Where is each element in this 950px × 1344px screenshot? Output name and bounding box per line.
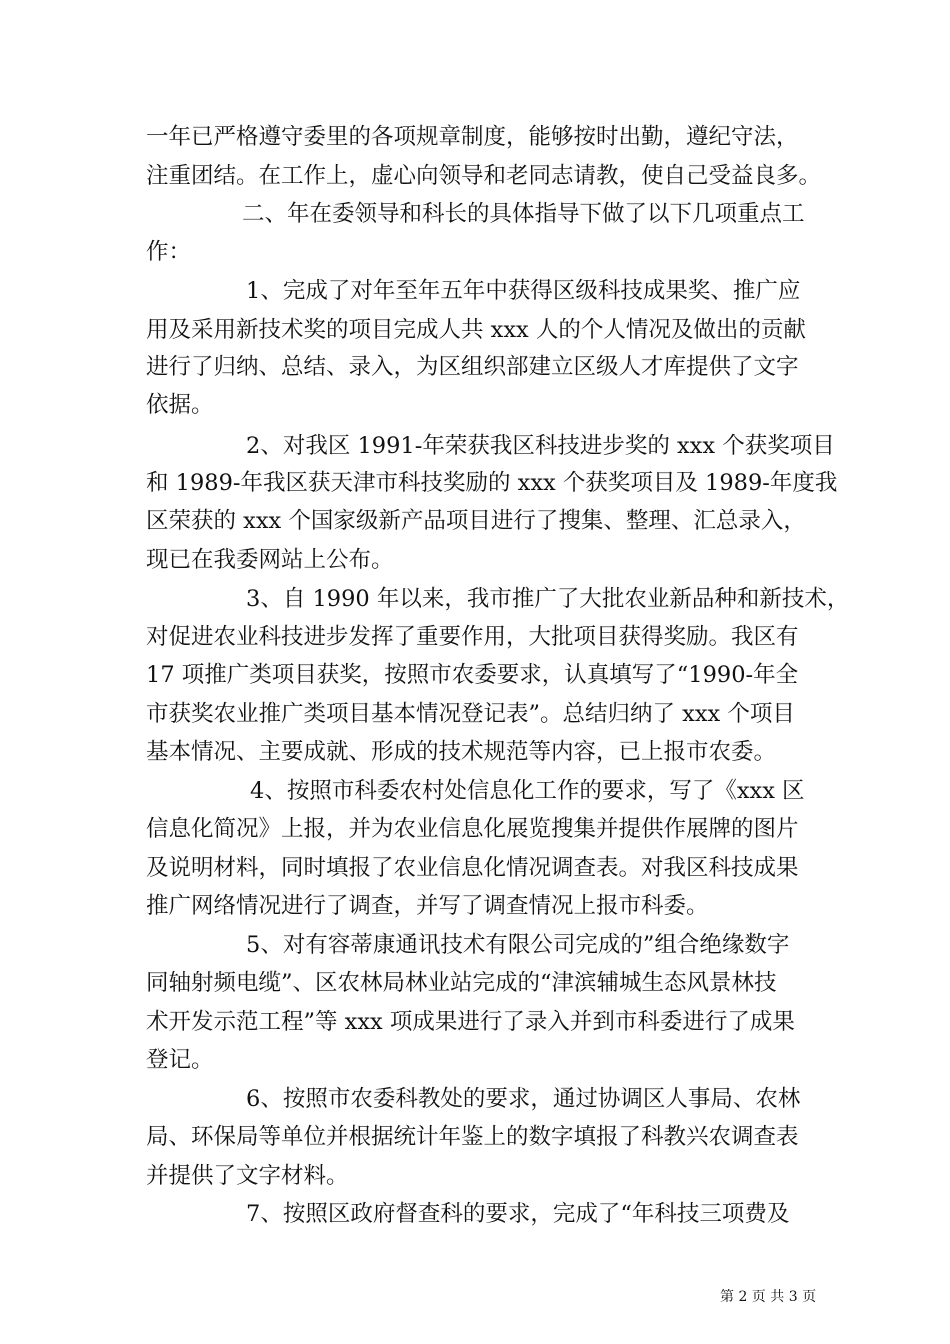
text-line: 局、环保局等单位并根据统计年鉴上的数字填报了科教兴农调查表 bbox=[146, 1124, 799, 1150]
text-line: 进行了归纳、总结、录入，为区组织部建立区级人才库提供了文字 bbox=[146, 354, 799, 380]
text-line: 5、对有容蒂康通讯技术有限公司完成的”组合绝缘数字 bbox=[246, 932, 790, 958]
text-line: 基本情况、主要成就、形成的技术规范等内容，已上报市农委。 bbox=[146, 739, 777, 765]
text-line: 注重团结。在工作上，虚心向领导和老同志请教，使自己受益良多。 bbox=[146, 163, 822, 189]
text-line: 同轴射频电缆”、区农林局林业站完成的“津滨辅城生态风景林技 bbox=[146, 970, 777, 996]
text-line: 依据。 bbox=[146, 392, 214, 418]
text-line: 登记。 bbox=[146, 1047, 214, 1073]
text-line: 7、按照区政府督查科的要求，完成了“年科技三项费及 bbox=[246, 1201, 790, 1227]
text-line: 并提供了文字材料。 bbox=[146, 1163, 349, 1189]
text-line: 作： bbox=[146, 239, 192, 265]
text-line: 二、年在委领导和科长的具体指导下做了以下几项重点工 bbox=[242, 201, 805, 227]
text-line: 术开发示范工程”等 xxx 项成果进行了录入并到市科委进行了成果 bbox=[146, 1009, 795, 1035]
text-line: 对促进农业科技进步发挥了重要作用，大批项目获得奖励。我区有 bbox=[146, 624, 799, 650]
text-line: 市获奖农业推广类项目基本情况登记表”。总结归纳了 xxx 个项目 bbox=[146, 701, 795, 727]
text-line: 17 项推广类项目获奖，按照市农委要求，认真填写了“1990-年全 bbox=[146, 662, 799, 688]
text-line: 一年已严格遵守委里的各项规章制度，能够按时出勤，遵纪守法， bbox=[146, 124, 799, 150]
text-line: 和 1989-年我区获天津市科技奖励的 xxx 个获奖项目及 1989-年度我 bbox=[146, 470, 838, 496]
text-line: 4、按照市科委农村处信息化工作的要求，写了《xxx 区 bbox=[250, 778, 805, 804]
page-number: 第 2 页 共 3 页 bbox=[720, 1289, 817, 1305]
text-line: 用及采用新技术奖的项目完成人共 xxx 人的个人情况及做出的贡献 bbox=[146, 317, 806, 343]
text-line: 2、对我区 1991-年荣获我区科技进步奖的 xxx 个获奖项目 bbox=[246, 433, 835, 459]
text-line: 信息化简况》上报，并为农业信息化展览搜集并提供作展牌的图片 bbox=[146, 816, 799, 842]
text-line: 3、自 1990 年以来，我市推广了大批农业新品种和新技术， bbox=[246, 586, 850, 612]
text-line: 及说明材料，同时填报了农业信息化情况调查表。对我区科技成果 bbox=[146, 855, 799, 881]
text-line: 6、按照市农委科教处的要求，通过协调区人事局、农林 bbox=[246, 1086, 801, 1112]
text-line: 推广网络情况进行了调查，并写了调查情况上报市科委。 bbox=[146, 893, 709, 919]
text-line: 现已在我委网站上公布。 bbox=[146, 547, 394, 573]
text-line: 区荣获的 xxx 个国家级新产品项目进行了搜集、整理、汇总录入， bbox=[146, 508, 806, 534]
text-line: 1、完成了对年至年五年中获得区级科技成果奖、推广应 bbox=[246, 278, 801, 304]
